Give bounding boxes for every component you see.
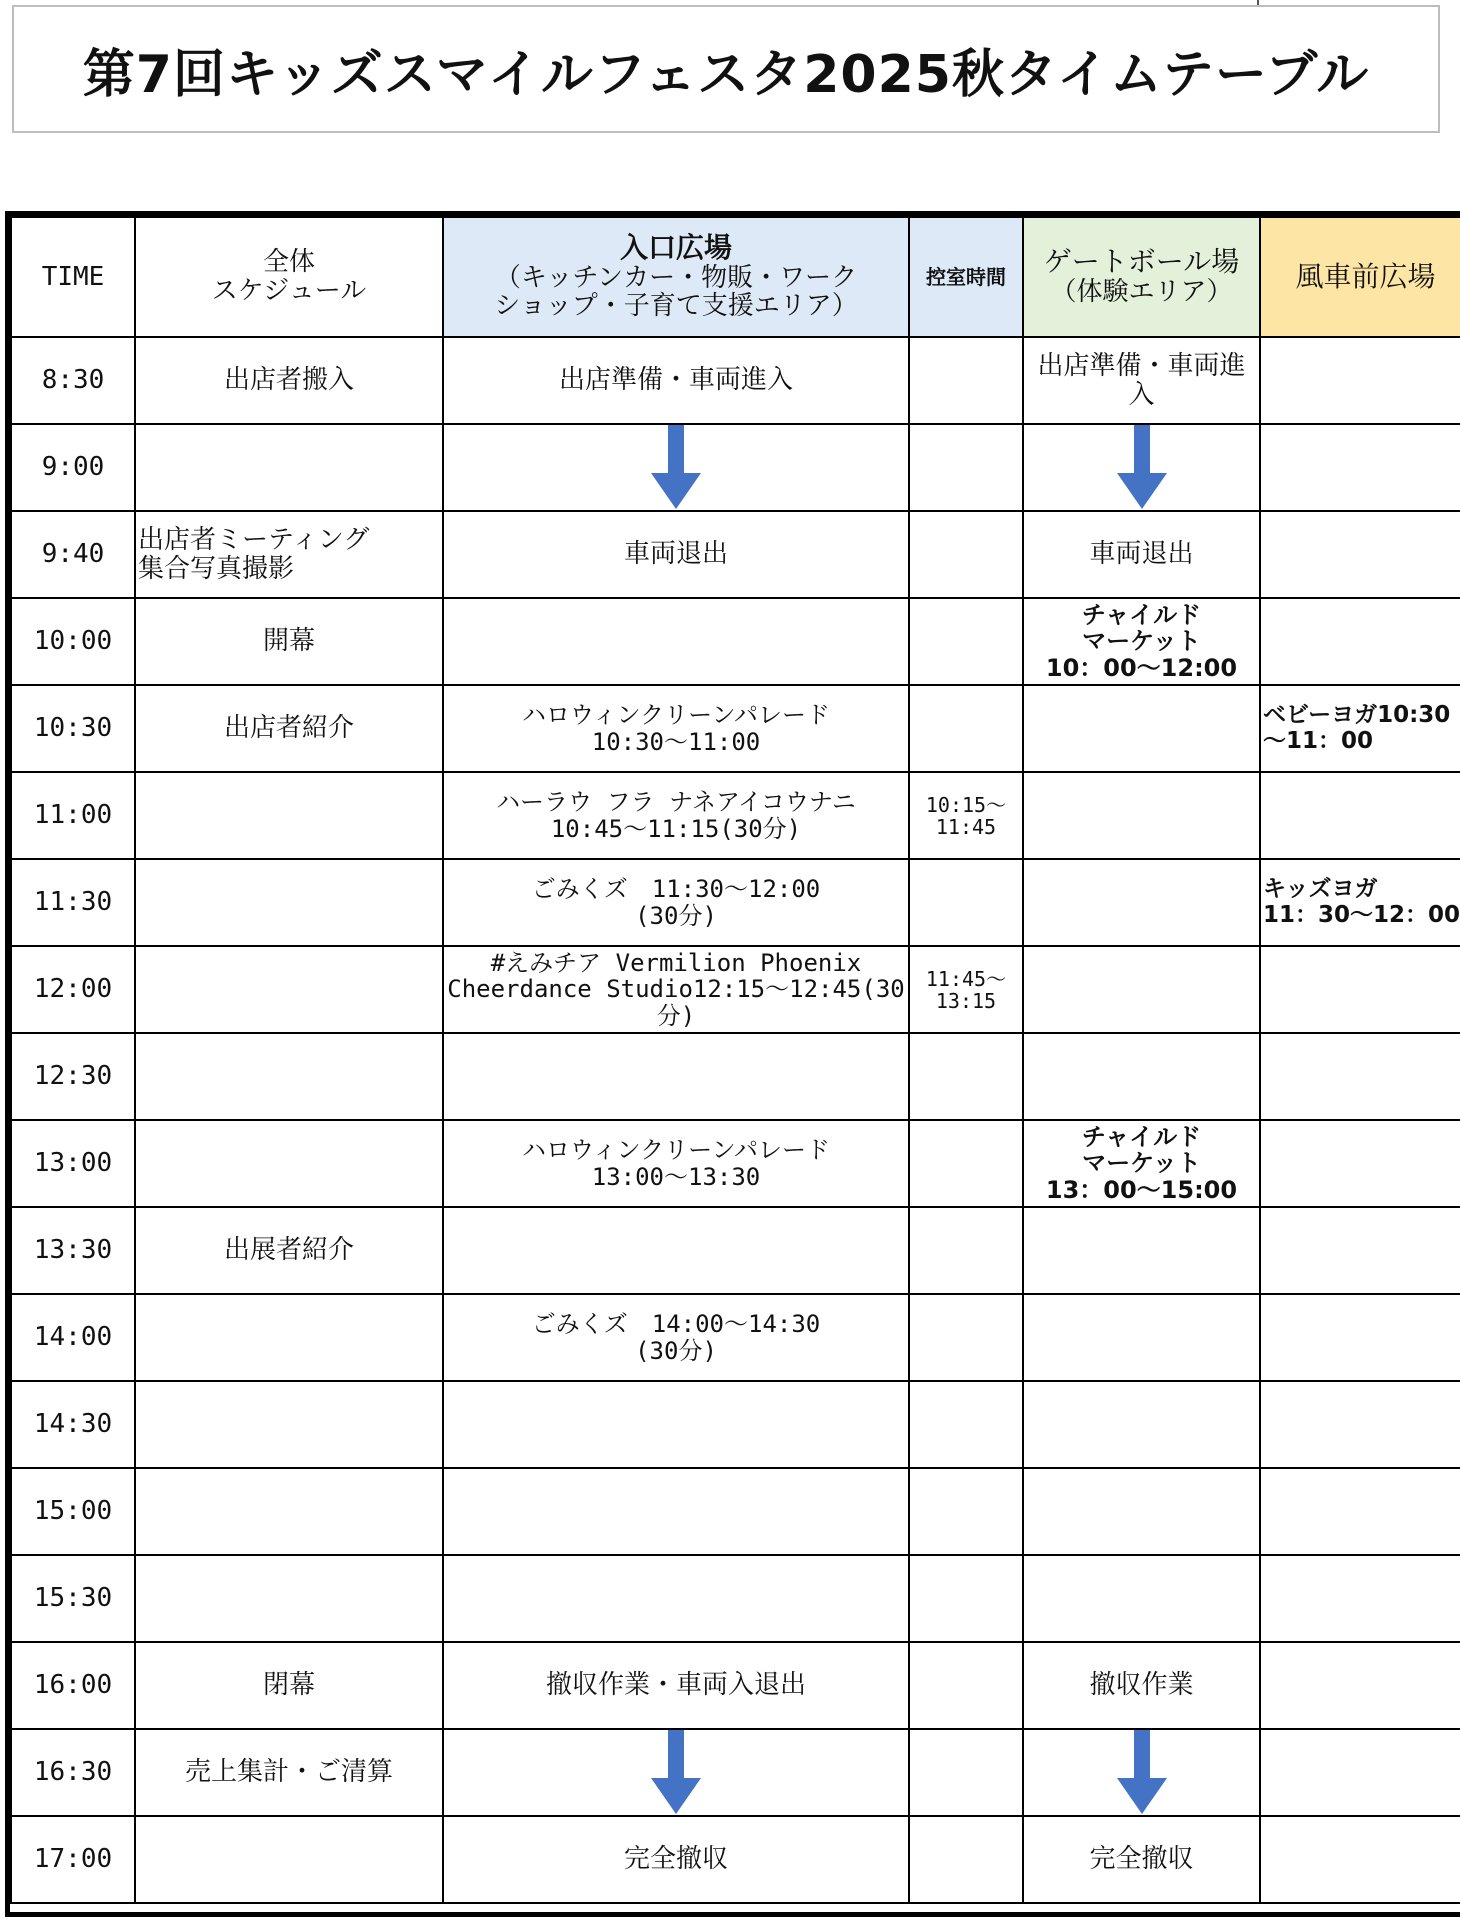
entrance-cell bbox=[443, 859, 909, 946]
table-row bbox=[11, 1294, 1460, 1381]
gate-cell bbox=[1023, 337, 1260, 424]
header-gate-title: ゲートボール場 bbox=[1043, 245, 1240, 279]
windmill-cell bbox=[1260, 1120, 1460, 1207]
table-row bbox=[11, 1120, 1460, 1207]
table-row bbox=[11, 1381, 1460, 1468]
windmill-cell bbox=[1260, 1729, 1460, 1816]
control-cell bbox=[909, 424, 1023, 511]
gate-cell bbox=[1023, 1816, 1260, 1903]
table-row bbox=[11, 685, 1460, 772]
entrance-cell bbox=[443, 1816, 909, 1903]
entrance-cell-line: ハロウィンクリーンパレード bbox=[522, 701, 830, 730]
windmill-cell bbox=[1260, 1033, 1460, 1120]
overall-cell bbox=[135, 1381, 443, 1468]
windmill-cell bbox=[1260, 598, 1460, 685]
gate-cell-line: 撤収作業 bbox=[1089, 1670, 1194, 1701]
header-gate bbox=[1023, 217, 1260, 337]
time-cell: 10:00 bbox=[11, 598, 135, 685]
windmill-cell bbox=[1260, 511, 1460, 598]
overall-cell bbox=[135, 1816, 443, 1903]
time-cell: 11:30 bbox=[11, 859, 135, 946]
overall-cell bbox=[135, 685, 443, 772]
windmill-cell bbox=[1260, 337, 1460, 424]
control-cell bbox=[909, 337, 1023, 424]
entrance-cell bbox=[443, 685, 909, 772]
control-cell bbox=[909, 1642, 1023, 1729]
header-overall-line: スケジュール bbox=[211, 276, 367, 306]
control-cell bbox=[909, 1120, 1023, 1207]
entrance-cell bbox=[443, 1120, 909, 1207]
control-cell bbox=[909, 1729, 1023, 1816]
entrance-cell-line: (30分) bbox=[635, 1336, 717, 1365]
time-cell: 16:00 bbox=[11, 1642, 135, 1729]
header-gate-sub: （体験エリア） bbox=[1050, 277, 1233, 308]
windmill-cell-line: 〜11：00 bbox=[1263, 727, 1374, 754]
entrance-cell bbox=[443, 1555, 909, 1642]
overall-cell bbox=[135, 1207, 443, 1294]
gate-cell bbox=[1023, 859, 1260, 946]
entrance-cell-line: Cheerdance Studio12:15〜12:45(30分) bbox=[447, 975, 905, 1030]
down-arrow-icon bbox=[1117, 1730, 1167, 1814]
timetable-table bbox=[10, 216, 1460, 1904]
entrance-cell bbox=[443, 1729, 909, 1816]
entrance-cell bbox=[443, 1294, 909, 1381]
gate-cell bbox=[1023, 1033, 1260, 1120]
down-arrow-shape bbox=[651, 425, 701, 509]
windmill-cell bbox=[1260, 1468, 1460, 1555]
time-cell: 14:00 bbox=[11, 1294, 135, 1381]
gate-cell-line: 出店準備・車両進 bbox=[1037, 350, 1246, 381]
overall-cell bbox=[135, 1555, 443, 1642]
table-row bbox=[11, 859, 1460, 946]
gate-cell-line: マーケット bbox=[1082, 627, 1201, 656]
time-cell: 15:30 bbox=[11, 1555, 135, 1642]
table-row bbox=[11, 337, 1460, 424]
windmill-cell bbox=[1260, 1207, 1460, 1294]
control-cell bbox=[909, 772, 1023, 859]
entrance-cell bbox=[443, 1381, 909, 1468]
gate-cell bbox=[1023, 1294, 1260, 1381]
gate-cell bbox=[1023, 1468, 1260, 1555]
entrance-cell bbox=[443, 598, 909, 685]
entrance-cell bbox=[443, 424, 909, 511]
control-cell bbox=[909, 946, 1023, 1033]
windmill-cell bbox=[1260, 1555, 1460, 1642]
time-cell: 11:00 bbox=[11, 772, 135, 859]
gate-cell-line: 13：00〜15:00 bbox=[1045, 1175, 1238, 1204]
header-windmill: 風車前広場 bbox=[1260, 217, 1460, 337]
overall-cell bbox=[135, 424, 443, 511]
gate-cell bbox=[1023, 598, 1260, 685]
header-time: TIME bbox=[11, 217, 135, 337]
windmill-cell bbox=[1260, 424, 1460, 511]
gate-cell bbox=[1023, 946, 1260, 1033]
time-cell: 9:40 bbox=[11, 511, 135, 598]
title-box bbox=[12, 5, 1440, 133]
control-cell-line: 10:15〜 bbox=[925, 792, 1007, 817]
time-cell: 12:30 bbox=[11, 1033, 135, 1120]
table-row bbox=[11, 946, 1460, 1033]
entrance-cell-line: 10:30〜11:00 bbox=[591, 727, 761, 756]
overall-cell bbox=[135, 511, 443, 598]
entrance-cell-line: ごみくズ 11:30〜12:00 bbox=[531, 875, 821, 904]
gate-cell bbox=[1023, 511, 1260, 598]
control-cell-line: 11:45 bbox=[935, 814, 997, 839]
table-row bbox=[11, 1642, 1460, 1729]
gate-cell bbox=[1023, 1729, 1260, 1816]
windmill-cell bbox=[1260, 772, 1460, 859]
entrance-cell bbox=[443, 946, 909, 1033]
overall-cell-line: 閉幕 bbox=[262, 1670, 315, 1701]
overall-cell bbox=[135, 1468, 443, 1555]
entrance-cell-line: ごみくズ 14:00〜14:30 bbox=[531, 1310, 821, 1339]
header-row bbox=[11, 217, 1460, 337]
entrance-cell bbox=[443, 337, 909, 424]
control-cell bbox=[909, 859, 1023, 946]
gate-cell-line: チャイルド bbox=[1081, 1122, 1202, 1151]
down-arrow-icon bbox=[1117, 425, 1167, 509]
table-row bbox=[11, 1468, 1460, 1555]
entrance-cell bbox=[443, 511, 909, 598]
overall-cell-line: 出店者搬入 bbox=[223, 365, 354, 396]
entrance-cell-line: ハーラウ フラ ナネアイコウナニ bbox=[496, 788, 856, 817]
gate-cell-line: マーケット bbox=[1082, 1149, 1201, 1178]
gate-cell bbox=[1023, 1207, 1260, 1294]
control-cell bbox=[909, 1555, 1023, 1642]
gate-cell-line: 完全撤収 bbox=[1089, 1844, 1194, 1875]
overall-cell bbox=[135, 1642, 443, 1729]
header-control: 控室時間 bbox=[909, 217, 1023, 337]
windmill-cell-line: ベビーヨガ10:30 bbox=[1263, 702, 1451, 729]
entrance-cell-line: 13:00〜13:30 bbox=[591, 1162, 761, 1191]
windmill-cell bbox=[1260, 946, 1460, 1033]
windmill-cell bbox=[1260, 859, 1460, 946]
control-cell bbox=[909, 1468, 1023, 1555]
control-cell bbox=[909, 1033, 1023, 1120]
entrance-cell bbox=[443, 772, 909, 859]
gate-cell bbox=[1023, 1120, 1260, 1207]
overall-cell-line: 出店者ミーティング bbox=[138, 524, 370, 555]
overall-cell bbox=[135, 772, 443, 859]
gate-cell bbox=[1023, 772, 1260, 859]
windmill-cell bbox=[1260, 1381, 1460, 1468]
overall-cell bbox=[135, 1294, 443, 1381]
gate-cell bbox=[1023, 1555, 1260, 1642]
overall-cell bbox=[135, 1729, 443, 1816]
time-cell: 16:30 bbox=[11, 1729, 135, 1816]
overall-cell-line: 売上集計・ご清算 bbox=[184, 1757, 393, 1788]
control-cell-line: 11:45〜 bbox=[925, 966, 1007, 991]
header-entrance-title: 入口広場 bbox=[619, 231, 732, 264]
control-cell bbox=[909, 1381, 1023, 1468]
down-arrow-icon bbox=[651, 425, 701, 509]
time-cell: 12:00 bbox=[11, 946, 135, 1033]
entrance-cell-line: ハロウィンクリーンパレード bbox=[522, 1136, 830, 1165]
entrance-cell-line: #えみチア Vermilion Phoenix bbox=[490, 948, 862, 977]
entrance-cell-line: 10:45〜11:15(30分) bbox=[550, 814, 802, 843]
windmill-cell bbox=[1260, 685, 1460, 772]
overall-cell bbox=[135, 1120, 443, 1207]
overall-cell bbox=[135, 1033, 443, 1120]
entrance-cell bbox=[443, 1207, 909, 1294]
table-row bbox=[11, 511, 1460, 598]
windmill-cell bbox=[1260, 1642, 1460, 1729]
entrance-cell-line: 車両退出 bbox=[623, 539, 728, 570]
control-cell bbox=[909, 511, 1023, 598]
gate-cell bbox=[1023, 1642, 1260, 1729]
header-entrance-sub: ショップ・子育て支援エリア） bbox=[494, 291, 858, 322]
windmill-cell bbox=[1260, 1294, 1460, 1381]
down-arrow-shape bbox=[1117, 425, 1167, 509]
gate-cell-line: 入 bbox=[1128, 379, 1155, 410]
header-entrance-sub: （キッチンカー・物販・ワーク bbox=[494, 262, 858, 293]
overall-cell bbox=[135, 598, 443, 685]
control-cell bbox=[909, 1294, 1023, 1381]
time-cell: 13:00 bbox=[11, 1120, 135, 1207]
control-cell bbox=[909, 1816, 1023, 1903]
table-row bbox=[11, 1816, 1460, 1903]
table-row bbox=[11, 424, 1460, 511]
table-row bbox=[11, 1207, 1460, 1294]
entrance-cell bbox=[443, 1468, 909, 1555]
gate-cell-line: 車両退出 bbox=[1089, 539, 1194, 570]
down-arrow-shape bbox=[1117, 1730, 1167, 1814]
time-cell: 9:00 bbox=[11, 424, 135, 511]
time-cell: 13:30 bbox=[11, 1207, 135, 1294]
time-cell: 8:30 bbox=[11, 337, 135, 424]
overall-cell bbox=[135, 946, 443, 1033]
entrance-cell bbox=[443, 1033, 909, 1120]
timetable bbox=[5, 211, 1460, 1917]
down-arrow-icon bbox=[651, 1730, 701, 1814]
control-cell-line: 13:15 bbox=[935, 988, 997, 1013]
gate-cell bbox=[1023, 424, 1260, 511]
header-overall bbox=[135, 217, 443, 337]
overall-cell-line: 集合写真撮影 bbox=[138, 553, 295, 584]
table-row bbox=[11, 1555, 1460, 1642]
header-overall-line: 全体 bbox=[262, 247, 315, 278]
overall-cell bbox=[135, 337, 443, 424]
time-cell: 15:00 bbox=[11, 1468, 135, 1555]
control-cell bbox=[909, 1207, 1023, 1294]
gate-cell-line: チャイルド bbox=[1081, 600, 1202, 629]
windmill-cell-line: 11：30〜12：00 bbox=[1263, 901, 1460, 928]
windmill-cell-line: キッズヨガ bbox=[1263, 876, 1378, 903]
entrance-cell-line: (30分) bbox=[635, 901, 717, 930]
gate-cell bbox=[1023, 1381, 1260, 1468]
entrance-cell bbox=[443, 1642, 909, 1729]
table-row bbox=[11, 1729, 1460, 1816]
time-cell: 17:00 bbox=[11, 1816, 135, 1903]
overall-cell-line: 出展者紹介 bbox=[223, 1235, 354, 1266]
windmill-cell bbox=[1260, 1816, 1460, 1903]
entrance-cell-line: 撤収作業・車両入退出 bbox=[545, 1670, 806, 1701]
control-cell bbox=[909, 598, 1023, 685]
down-arrow-shape bbox=[651, 1730, 701, 1814]
page-title: 第7回キッズスマイルフェスタ2025秋タイムテーブル bbox=[82, 44, 1370, 105]
overall-cell-line: 出店者紹介 bbox=[223, 713, 354, 744]
entrance-cell-line: 出店準備・車両進入 bbox=[558, 365, 793, 396]
gate-cell bbox=[1023, 685, 1260, 772]
overall-cell-line: 開幕 bbox=[262, 626, 315, 657]
table-row bbox=[11, 1033, 1460, 1120]
control-cell bbox=[909, 685, 1023, 772]
gate-cell-line: 10：00〜12:00 bbox=[1045, 653, 1238, 682]
overall-cell bbox=[135, 859, 443, 946]
entrance-cell-line: 完全撤収 bbox=[623, 1844, 728, 1875]
header-entrance bbox=[443, 217, 909, 337]
table-row bbox=[11, 772, 1460, 859]
time-cell: 14:30 bbox=[11, 1381, 135, 1468]
table-row bbox=[11, 598, 1460, 685]
time-cell: 10:30 bbox=[11, 685, 135, 772]
